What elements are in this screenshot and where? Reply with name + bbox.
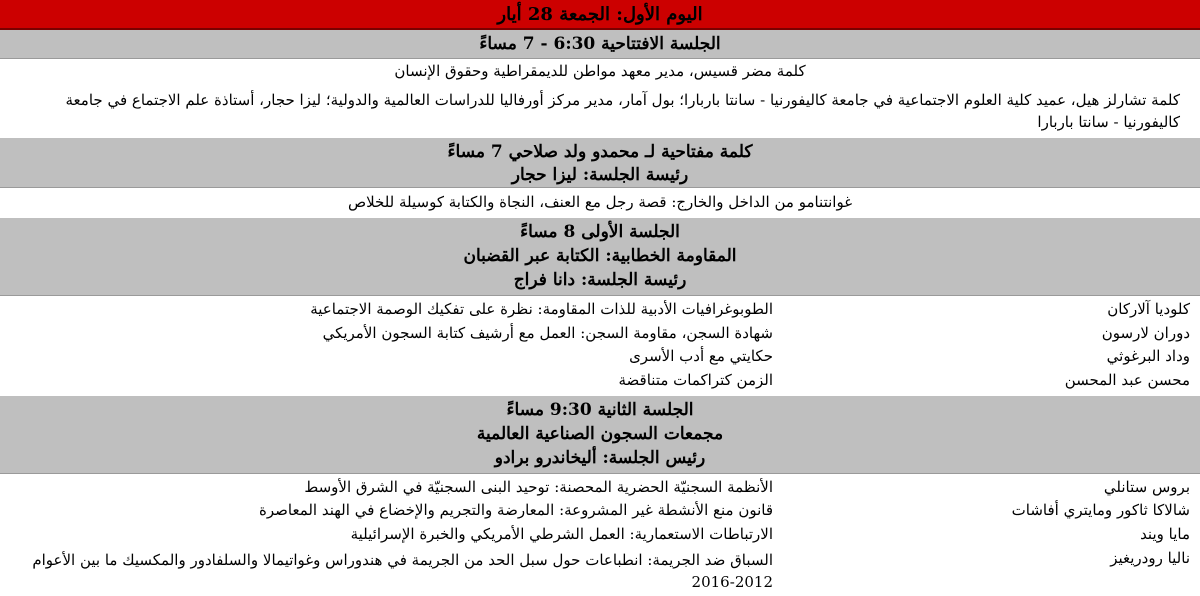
session-2-paper-4: السباق ضد الجريمة: انطباعات حول سبل الحد من الجريمة في هندوراس وغواتيمالا والسلفادور والمكسيك ما بين الأعوام 2012-2016 — [32, 551, 773, 591]
session-2-speaker-1: بروس ستانلي — [1103, 478, 1190, 496]
session-1-chair: رئيسة الجلسة: دانا فراج — [513, 270, 687, 290]
keynote-chair: رئيسة الجلسة: ليزا حجار — [511, 165, 689, 185]
session-1-paper-3: حكايتي مع أدب الأسرى — [629, 347, 773, 365]
session-1-speaker-2: دوران لارسون — [1101, 324, 1190, 342]
session-1-subtitle: المقاومة الخطابية: الكتابة عبر القضبان — [463, 246, 737, 266]
session-1-paper-2: شهادة السجن، مقاومة السجن: العمل مع أرشيف كتابة السجون الأمريكي — [322, 324, 773, 342]
opening-session-title: الجلسة الافتتاحية 6:30 - 7 مساءً — [479, 34, 721, 54]
session-2-paper-2: قانون منع الأنشطة غير المشروعة: المعارضة والتجريم والإخضاع في الهند المعاصرة — [259, 501, 773, 519]
opening-speech-2: كلمة تشارلز هيل، عميد كلية العلوم الاجتماعية في جامعة كاليفورنيا - سانتا باربارا؛ بول آمار، مدير مركز أورفاليا للدراسات العالمية والدولية؛ ليزا حجار، أستاذة علم الاجتماع في جامعة كاليفورنيا - سانتا باربارا — [65, 91, 1180, 131]
session-2-paper-3: الارتباطات الاستعمارية: العمل الشرطي الأمريكي والخبرة الإسرائيلية — [350, 525, 773, 543]
session-1-paper-1: الطوبوغرافيات الأدبية للذات المقاومة: نظرة على تفكيك الوصمة الاجتماعية — [310, 300, 773, 318]
session-2-chair: رئيس الجلسة: أليخاندرو برادو — [494, 448, 706, 468]
session-1-speaker-3: وداد البرغوثي — [1106, 347, 1190, 365]
session-1-speaker-1: كلوديا آلاركان — [1107, 300, 1190, 318]
keynote-talk: غوانتنامو من الداخل والخارج: قصة رجل مع العنف، النجاة والكتابة كوسيلة للخلاص — [347, 193, 853, 211]
opening-speech-1: كلمة مضر قسيس، مدير معهد مواطن للديمقراطية وحقوق الإنسان — [394, 62, 806, 80]
session-2-title: الجلسة الثانية 9:30 مساءً — [506, 400, 694, 420]
session-1-title: الجلسة الأولى 8 مساءً — [520, 222, 680, 242]
session-1-speaker-4: محسن عبد المحسن — [1064, 371, 1190, 389]
day-header: اليوم الأول: الجمعة 28 أيار — [497, 4, 703, 25]
session-2-speaker-4: ناليا رودريغيز — [1110, 549, 1190, 567]
session-1-paper-4: الزمن كتراكمات متناقضة — [618, 371, 773, 389]
session-2-speaker-2: شالاكا ثاكور ومايتري أفاشات — [1011, 501, 1190, 519]
session-2-paper-1: الأنظمة السجنيّة الحضرية المحصنة: توحيد البنى السجنيّة في الشرق الأوسط — [304, 478, 773, 496]
session-2-subtitle: مجمعات السجون الصناعية العالمية — [476, 424, 724, 444]
keynote-title: كلمة مفتاحية لـ محمدو ولد صلاحي 7 مساءً — [447, 142, 753, 162]
session-2-speaker-3: مايا ويند — [1140, 525, 1190, 543]
